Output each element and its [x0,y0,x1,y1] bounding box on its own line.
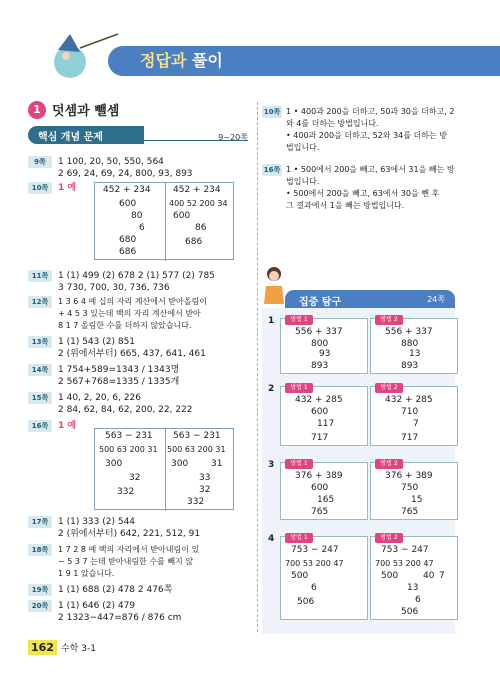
method1-panel: 방법 1 376 + 389 600 165 765 [280,462,368,520]
method2-panel: 방법 2 753 − 247 700 53 200 47 500 40 7 13 6 506 [370,536,458,620]
answer-item: 15쪽 1 40, 2, 20, 6, 226 2 84, 62, 84, 62, 200, 22, 222 [28,392,193,416]
focus-item-number: 3 [268,460,275,470]
book-title: 수학 3-1 [60,644,96,654]
unit-heading [28,100,119,119]
method2-panel: 방법 2 432 + 285 710 7 717 [370,386,458,446]
answer-item: 18쪽 1 7 2 8 예 백의 자리에서 받아내림이 있 − 5 3 7 는데 받아내림한 수를 빼지 않 1 9 1 았습니다. [28,544,199,580]
answer-item: 16쪽 1 예 [28,420,76,432]
page-title: 정답과 풀이 [140,51,223,70]
concept-pages: 9~20쪽 [218,133,248,142]
answer-item: 11쪽 1 (1) 499 (2) 678 2 (1) 577 (2) 785 3 730, 700, 30, 736, 736 [28,270,215,294]
page-footer [28,640,96,655]
answer-item: 10쪽 1 예 [28,182,76,194]
calc-box-p16: 563 − 231 500 63 200 31 300 32 332 563 − 231 500 63 200 31 300 31 33 32 332 [94,428,234,510]
unit-title: 덧셈과 뺄셈 [52,104,120,119]
answer-item: 10쪽 1 • 400과 200을 더하고, 50과 30을 더하고, 2 와 4를 더하는 방법입니다. • 400과 200을 더하고, 52와 34를 더하는 방 법입니다. [263,107,455,152]
focus-item-number: 4 [268,534,275,544]
answer-item: 12쪽 1 3 6 4 예 십의 자리 계산에서 받아올림이 + 4 5 3 있는데 백의 자리 계산에서 받아 8 1 7 올림한 수를 더하지 않았습니다. [28,296,207,332]
answer-item: 13쪽 1 (1) 543 (2) 851 2 (위에서부터) 665, 437, 641, 461 [28,336,206,360]
concept-label: 핵심 개념 문제 [38,132,103,143]
fishing-character-icon [40,30,120,80]
girl-character-icon [262,264,286,304]
answer-item: 14쪽 1 754+589=1343 / 1343명 2 567+768=1335 / 1335개 [28,364,179,388]
focus-section-header: 집중 탐구 24쪽 [285,290,455,308]
focus-item-number: 2 [268,384,275,394]
page-number: 162 [28,640,57,655]
answer-item: 20쪽 1 (1) 646 (2) 479 2 1323−447=876 / 876 cm [28,600,181,624]
method2-panel: 방법 2 376 + 389 750 15 765 [370,462,458,520]
focus-item-number: 1 [268,316,275,326]
answer-item: 16쪽 1 • 500에서 200을 빼고, 63에서 31을 빼는 방 법입니다. • 500에서 200을 빼고, 63에서 30을 뺀 후 그 결과에서 1을 빼는 방법입니다. [263,165,455,210]
method1-panel: 방법 1 753 − 247 700 53 200 47 500 6 506 [280,536,368,620]
answer-item: 17쪽 1 (1) 333 (2) 544 2 (위에서부터) 642, 221, 512, 91 [28,516,200,540]
method1-panel: 방법 1 556 + 337 800 93 893 [280,318,368,374]
column-divider [257,102,258,632]
concept-section-header [28,126,248,144]
method1-panel: 방법 1 432 + 285 600 117 717 [280,386,368,446]
answer-item: 9쪽 1 100, 20, 50, 550, 564 2 69, 24, 69, 24, 800, 93, 893 [28,156,193,180]
calc-box-p10: 452 + 234 600 80 6 680 686 452 + 234 400 52 200 34 600 86 686 [94,182,234,260]
unit-number: 1 [28,101,46,119]
method2-panel: 방법 2 556 + 337 880 13 893 [370,318,458,374]
answer-item: 19쪽 1 (1) 688 (2) 478 2 476쪽 [28,584,172,596]
